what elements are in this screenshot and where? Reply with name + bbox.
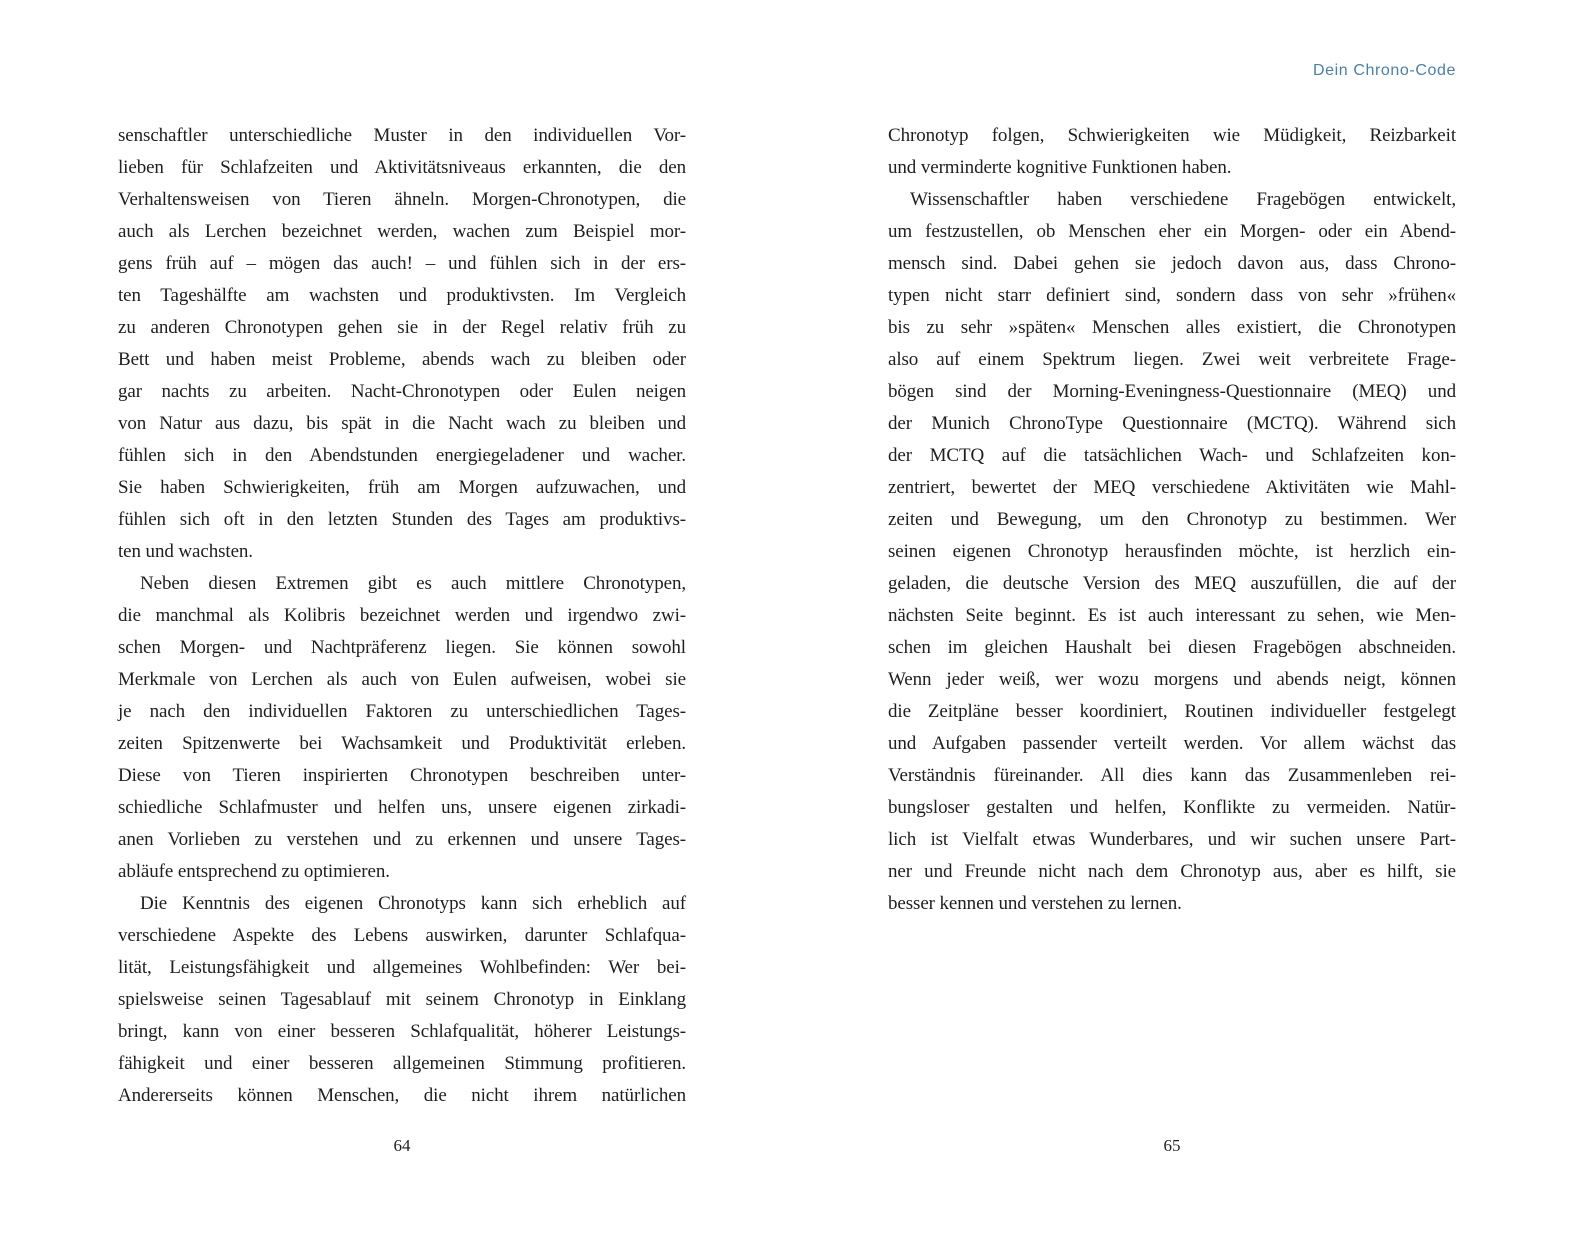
text-line: bringt, kann von einer besseren Schlafqualität, höherer Leistungs- xyxy=(118,1021,686,1042)
text-line: geladen, die deutsche Version des MEQ auszufüllen, die auf der xyxy=(888,573,1456,594)
text-line: also auf einem Spektrum liegen. Zwei weit verbreitete Frage- xyxy=(888,349,1456,370)
text-line: lität, Leistungsfähigkeit und allgemeines Wohlbefinden: Wer bei- xyxy=(118,957,686,978)
text-line: Chronotyp folgen, Schwierigkeiten wie Müdigkeit, Reizbarkeit xyxy=(888,125,1456,146)
text-line: und Aufgaben passender verteilt werden. Vor allem wächst das xyxy=(888,733,1456,754)
text-line: nächsten Seite beginnt. Es ist auch interessant zu sehen, wie Men- xyxy=(888,605,1456,626)
text-line: ten Tageshälfte am wachsten und produktivsten. Im Vergleich xyxy=(118,285,686,306)
text-line: Wissenschaftler haben verschiedene Fragebögen entwickelt, xyxy=(910,189,1456,210)
text-line: seinen eigenen Chronotyp herausfinden möchte, ist herzlich ein- xyxy=(888,541,1456,562)
text-line: senschaftler unterschiedliche Muster in den individuellen Vor- xyxy=(118,125,686,146)
text-line: Neben diesen Extremen gibt es auch mittlere Chronotypen, xyxy=(140,573,686,594)
text-line: zu anderen Chronotypen gehen sie in der Regel relativ früh zu xyxy=(118,317,686,338)
text-line: der Munich ChronoType Questionnaire (MCTQ). Während sich xyxy=(888,413,1456,434)
text-line: typen nicht starr definiert sind, sondern dass von sehr »frühen« xyxy=(888,285,1456,306)
text-line: die manchmal als Kolibris bezeichnet werden und irgendwo zwi- xyxy=(118,605,686,626)
text-line: Die Kenntnis des eigenen Chronotyps kann sich erheblich auf xyxy=(140,893,686,914)
text-line: bögen sind der Morning-Eveningness-Questionnaire (MEQ) und xyxy=(888,381,1456,402)
text-line: Verständnis füreinander. All dies kann das Zusammenleben rei- xyxy=(888,765,1456,786)
text-line: Diese von Tieren inspirierten Chronotypen beschreiben unter- xyxy=(118,765,686,786)
text-line: fühlen sich in den Abendstunden energiegeladener und wacher. xyxy=(118,445,686,466)
text-line: je nach den individuellen Faktoren zu unterschiedlichen Tages- xyxy=(118,701,686,722)
right-page-text xyxy=(888,120,1456,920)
text-line: die Zeitpläne besser koordiniert, Routinen individueller festgelegt xyxy=(888,701,1456,722)
running-header: Dein Chrono-Code xyxy=(1312,62,1456,79)
text-line: besser kennen und verstehen zu lernen. xyxy=(888,893,1182,914)
text-line: schen Morgen- und Nachtpräferenz liegen. Sie können sowohl xyxy=(118,637,686,658)
text-line: Andererseits können Menschen, die nicht ihrem natürlichen xyxy=(118,1085,686,1106)
text-line: Bett und haben meist Probleme, abends wach zu bleiben oder xyxy=(118,349,686,370)
text-line: Wenn jeder weiß, wer wozu morgens und abends neigt, können xyxy=(888,669,1456,690)
text-line: gens früh auf – mögen das auch! – und fühlen sich in der ers- xyxy=(118,253,686,274)
text-line: schiedliche Schlafmuster und helfen uns, unsere eigenen zirkadi- xyxy=(118,797,686,818)
page-number-left: 64 xyxy=(393,1136,411,1155)
text-line: lieben für Schlafzeiten und Aktivitätsniveaus erkannten, die den xyxy=(118,157,686,178)
text-line: abläufe entsprechend zu optimieren. xyxy=(118,861,390,882)
text-line: bis zu sehr »späten« Menschen alles existiert, die Chronotypen xyxy=(888,317,1456,338)
text-line: und verminderte kognitive Funktionen haben. xyxy=(888,157,1232,178)
text-line: lich ist Vielfalt etwas Wunderbares, und wir suchen unsere Part- xyxy=(888,829,1456,850)
left-page-text xyxy=(118,120,686,1112)
text-line: Sie haben Schwierigkeiten, früh am Morgen aufzuwachen, und xyxy=(118,477,686,498)
text-line: fähigkeit und einer besseren allgemeinen Stimmung profitieren. xyxy=(118,1053,686,1074)
text-line: ner und Freunde nicht nach dem Chronotyp aus, aber es hilft, sie xyxy=(888,861,1456,882)
text-line: anen Vorlieben zu verstehen und zu erkennen und unsere Tages- xyxy=(118,829,686,850)
page-number-right: 65 xyxy=(1163,1136,1181,1155)
text-line: zeiten und Bewegung, um den Chronotyp zu bestimmen. Wer xyxy=(888,509,1456,530)
text-line: fühlen sich oft in den letzten Stunden des Tages am produktivs- xyxy=(118,509,686,530)
text-line: mensch sind. Dabei gehen sie jedoch davon aus, dass Chrono- xyxy=(888,253,1456,274)
text-line: um festzustellen, ob Menschen eher ein Morgen- oder ein Abend- xyxy=(888,221,1456,242)
text-line: spielsweise seinen Tagesablauf mit seinem Chronotyp in Einklang xyxy=(118,989,686,1010)
text-line: Verhaltensweisen von Tieren ähneln. Morgen-Chronotypen, die xyxy=(118,189,686,210)
text-line: schen im gleichen Haushalt bei diesen Fragebögen abschneiden. xyxy=(888,637,1456,658)
text-line: der MCTQ auf die tatsächlichen Wach- und Schlafzeiten kon- xyxy=(888,445,1456,466)
text-line: ten und wachsten. xyxy=(118,541,253,562)
text-line: verschiedene Aspekte des Lebens auswirken, darunter Schlafqua- xyxy=(118,925,686,946)
text-line: zentriert, bewertet der MEQ verschiedene Aktivitäten wie Mahl- xyxy=(888,477,1456,498)
text-line: gar nachts zu arbeiten. Nacht-Chronotypen oder Eulen neigen xyxy=(118,381,686,402)
text-line: von Natur aus dazu, bis spät in die Nacht wach zu bleiben und xyxy=(118,413,686,434)
text-line: auch als Lerchen bezeichnet werden, wachen zum Beispiel mor- xyxy=(118,221,686,242)
text-line: zeiten Spitzenwerte bei Wachsamkeit und Produktivität erleben. xyxy=(118,733,686,754)
text-line: Merkmale von Lerchen als auch von Eulen aufweisen, wobei sie xyxy=(118,669,686,690)
text-line: bungsloser gestalten und helfen, Konflikte zu vermeiden. Natür- xyxy=(888,797,1456,818)
